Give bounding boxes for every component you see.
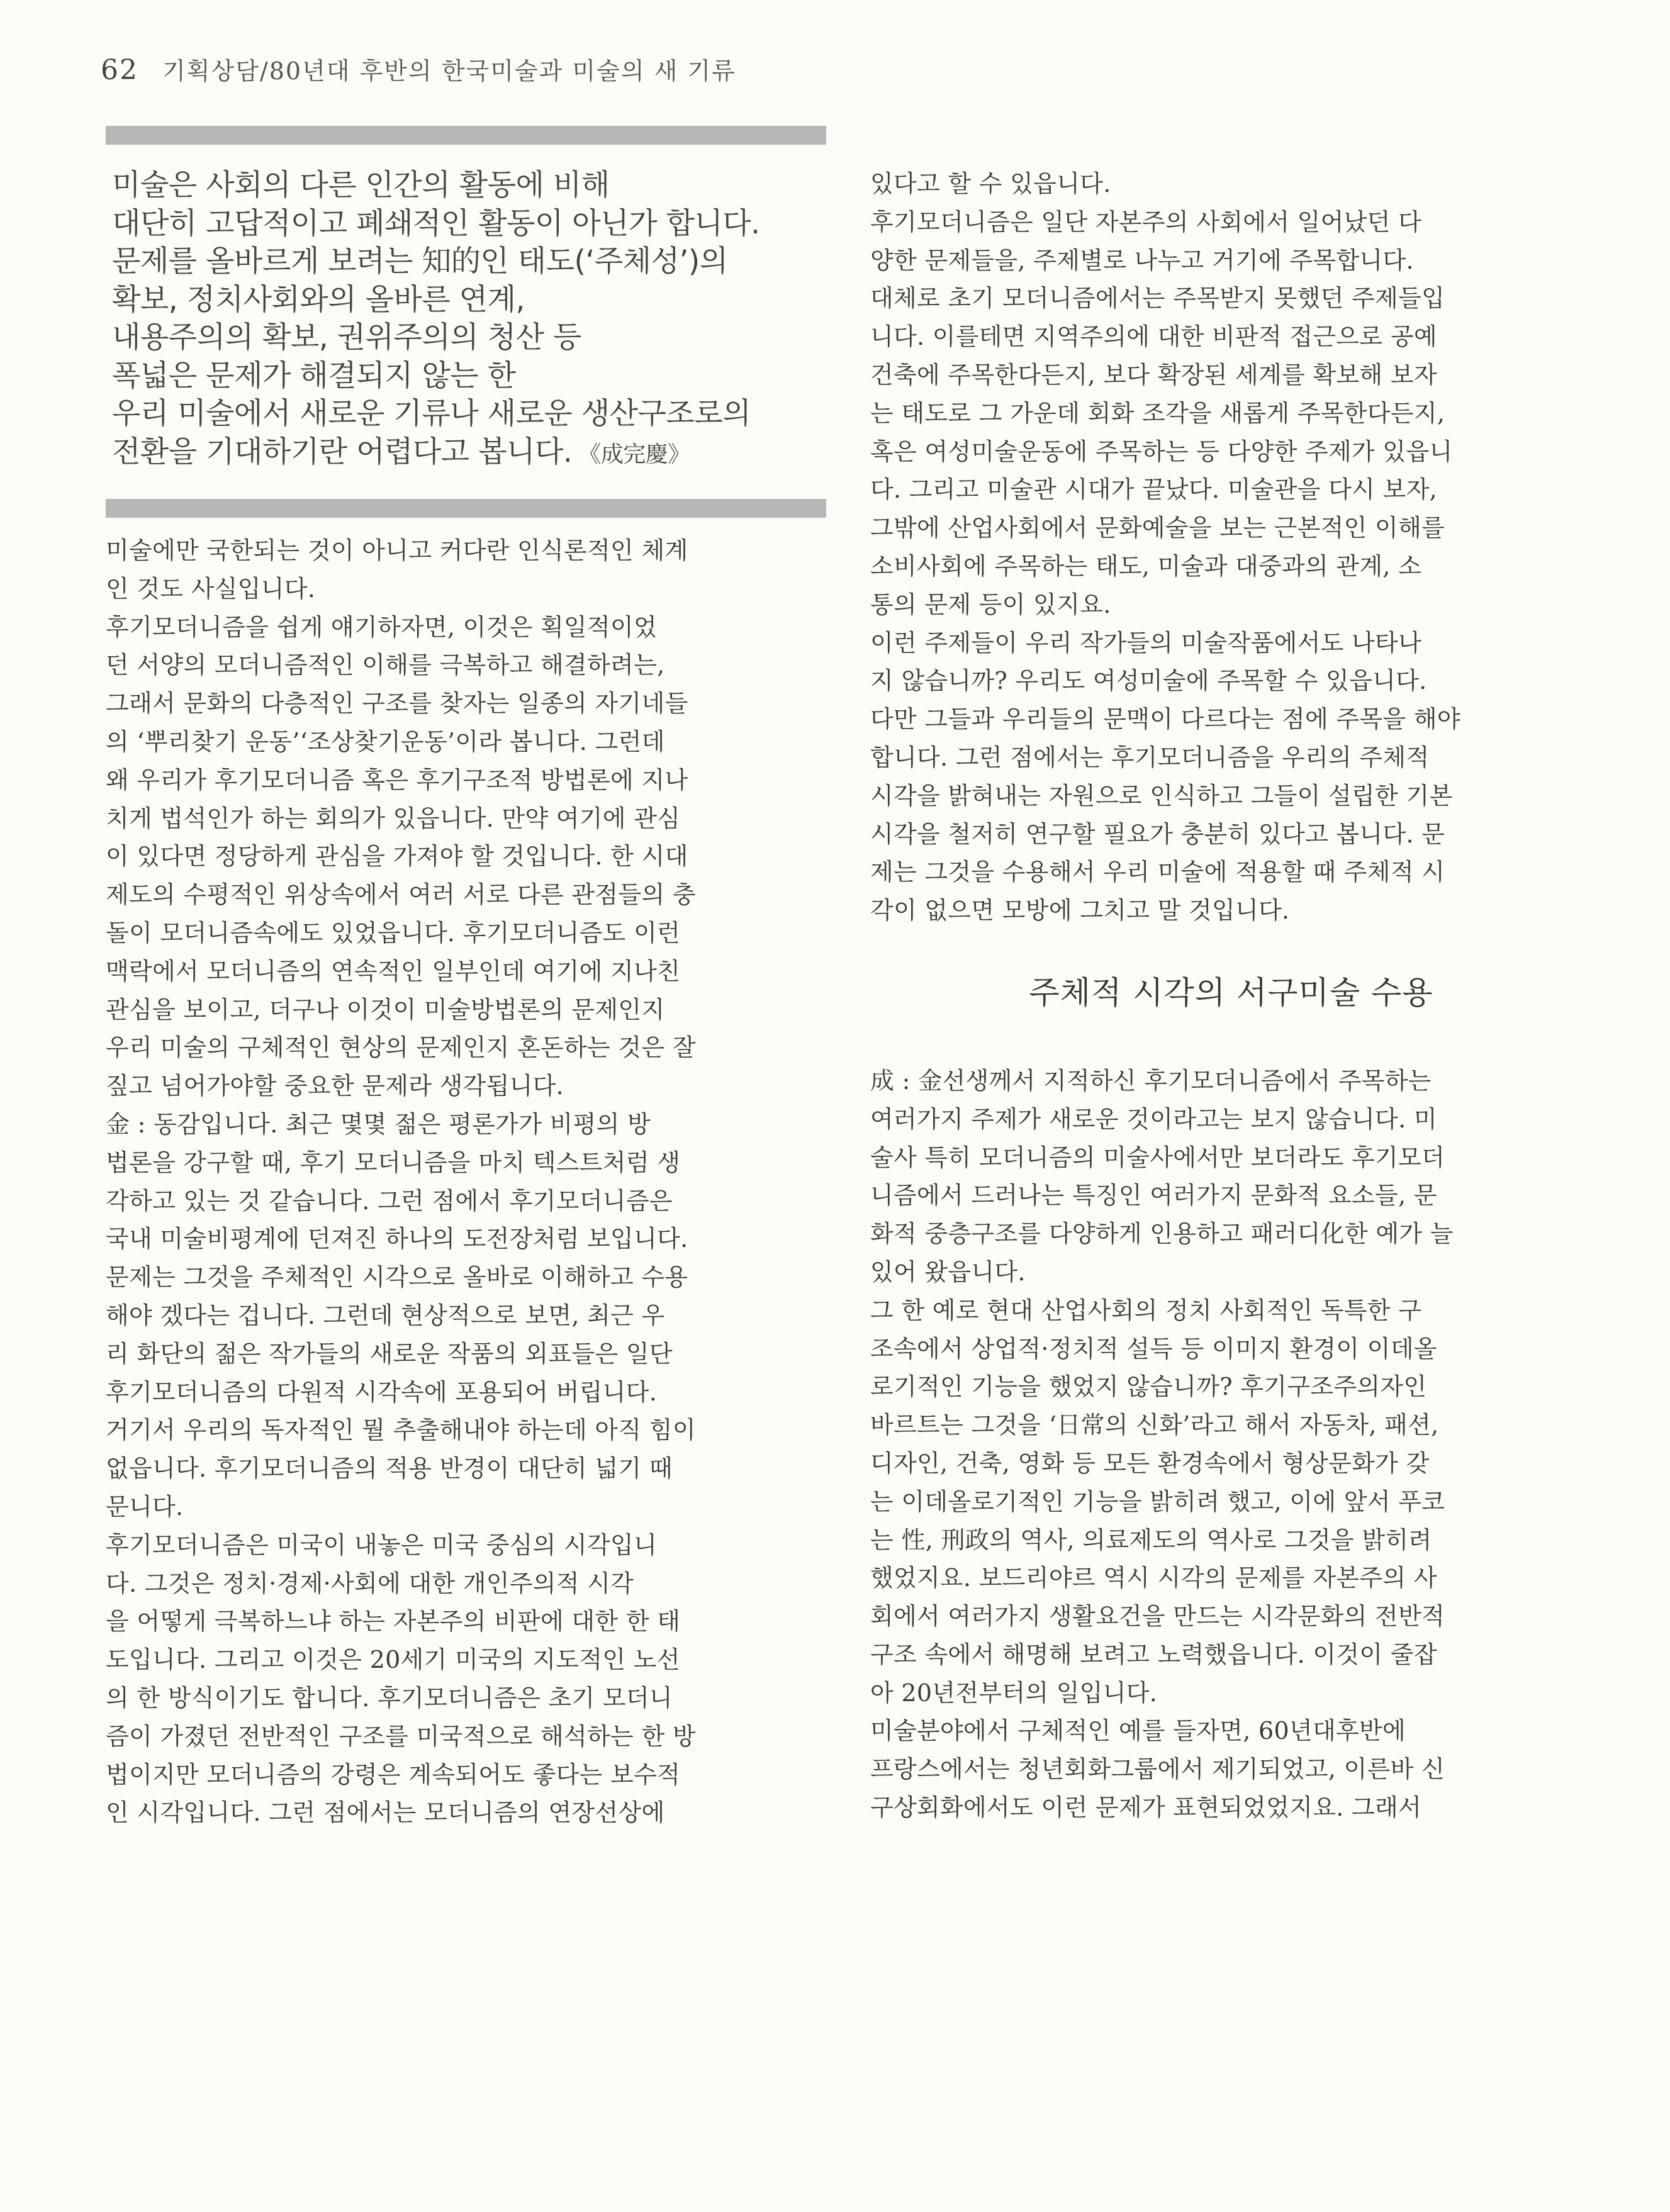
text-line: 거기서 우리의 독자적인 뭘 추출해내야 하는데 아직 힘이 — [106, 1416, 696, 1444]
right-body-bottom — [870, 1062, 1592, 1827]
text-line: 후기모더니즘을 쉽게 얘기하자면, 이것은 획일적이었 — [106, 613, 658, 641]
text-line: 그래서 문화의 다층적인 구조를 찾자는 일종의 자기네들 — [106, 690, 688, 718]
text-line: 문니다. — [106, 1492, 184, 1521]
text-line: 해야 겠다는 겁니다. 그런데 현상적으로 보면, 최근 우 — [106, 1301, 665, 1329]
text-line: 법이지만 모더니즘의 강령은 계속되어도 좋다는 보수적 — [106, 1760, 681, 1789]
text-line: 을 어떻게 극복하느냐 하는 자본주의 비판에 대한 한 태 — [106, 1607, 681, 1636]
text-line: 이 있다면 정당하게 관심을 가져야 할 것입니다. 한 시대 — [106, 842, 688, 871]
running-header — [101, 52, 736, 86]
text-line: 국내 미술비평계에 던져진 하나의 도전장처럼 보입니다. — [106, 1225, 688, 1253]
text-line: 양한 문제들을, 주제별로 나누고 거기에 주목합니다. — [870, 246, 1414, 274]
text-line: 는 이데올로기적인 기능을 밝히려 했고, 이에 앞서 푸코 — [870, 1487, 1445, 1516]
paragraph — [870, 1292, 1592, 1712]
text-line: 지 않습니까? 우리도 여성미술에 주목할 수 있읍니다. — [870, 667, 1427, 695]
text-line: 합니다. 그런 점에서는 후기모더니즘을 우리의 주체적 — [870, 743, 1430, 771]
left-column — [106, 126, 826, 1832]
right-body-top — [870, 165, 1592, 930]
text-line: 프랑스에서는 청년회화그룹에서 제기되었고, 이른바 신 — [870, 1755, 1445, 1784]
pull-quote-signature: 《成完慶》 — [578, 441, 690, 467]
paragraph — [870, 203, 1592, 624]
pull-quote-top-bar — [106, 126, 826, 145]
text-line: 회에서 여러가지 생활요건을 만드는 시각문화의 전반적 — [870, 1602, 1445, 1631]
text-line: 돌이 모더니즘속에도 있었읍니다. 후기모더니즘도 이런 — [106, 919, 681, 947]
text-line: 이런 주제들이 우리 작가들의 미술작품에서도 나타나 — [870, 628, 1422, 657]
pull-quote-line: 폭넓은 문제가 해결되지 않는 한 — [112, 358, 516, 393]
text-line: 문제는 그것을 주체적인 시각으로 올바로 이해하고 수용 — [106, 1263, 688, 1292]
text-line: 니즘에서 드러나는 특징인 여러가지 문화적 요소들, 문 — [870, 1181, 1437, 1210]
text-line: 없읍니다. 후기모더니즘의 적용 반경이 대단히 넓기 때 — [106, 1455, 673, 1483]
page-number: 62 — [101, 54, 138, 86]
pull-quote-line-text: 전환을 기대하기란 어렵다고 봅니다. — [112, 434, 573, 469]
text-line: 의 ‘뿌리찾기 운동’‘조상찾기운동’이라 봅니다. 그런데 — [106, 727, 665, 756]
text-line: 통의 문제 등이 있지요. — [870, 590, 1111, 618]
section-title: 주체적 시각의 서구미술 수용 — [1029, 974, 1433, 1011]
paragraph — [870, 1712, 1592, 1826]
text-line: 우리 미술의 구체적인 현상의 문제인지 혼돈하는 것은 잘 — [106, 1034, 696, 1062]
text-line: 시각을 밝혀내는 자원으로 인식하고 그들이 설립한 기본 — [870, 781, 1453, 810]
text-line: 왜 우리가 후기모더니즘 혹은 후기구조적 방법론에 지나 — [106, 766, 688, 794]
text-line: 후기모더니즘은 미국이 내놓은 미국 중심의 시각입니 — [106, 1531, 658, 1559]
pull-quote-bottom-bar — [106, 499, 826, 518]
text-line: 는 性, 刑政의 역사, 의료제도의 역사로 그것을 밝히려 — [870, 1526, 1432, 1554]
text-line: 다. 그리고 미술관 시대가 끝났다. 미술관을 다시 보자, — [870, 476, 1437, 504]
text-line: 각하고 있는 것 같습니다. 그런 점에서 후기모더니즘은 — [106, 1187, 673, 1215]
text-line: 혹은 여성미술운동에 주목하는 등 다양한 주제가 있읍니 — [870, 437, 1453, 466]
text-line: 후기모더니즘의 다원적 시각속에 포용되어 버립니다. — [106, 1378, 658, 1406]
text-line: 시각을 철저히 연구할 필요가 충분히 있다고 봅니다. 문 — [870, 820, 1445, 848]
text-line: 제도의 수평적인 위상속에서 여러 서로 다른 관점들의 충 — [106, 881, 696, 909]
text-line: 미술에만 국한되는 것이 아니고 커다란 인식론적인 체계 — [106, 537, 688, 564]
text-line: 바르트는 그것을 ‘日常의 신화’라고 해서 자동차, 패션, — [870, 1411, 1439, 1439]
text-line: 는 태도로 그 가운데 회화 조각을 새롭게 주목한다든지, — [870, 399, 1445, 427]
left-body-text — [106, 532, 826, 1832]
paragraph — [106, 532, 826, 608]
text-line: 金 : 동감입니다. 최근 몇몇 젊은 평론가가 비평의 방 — [106, 1110, 651, 1138]
text-line: 법론을 강구할 때, 후기 모더니즘을 마치 텍스트처럼 생 — [106, 1148, 681, 1176]
text-line: 디자인, 건축, 영화 등 모든 환경속에서 형상문화가 갖 — [870, 1449, 1430, 1477]
text-line: 각이 없으면 모방에 그치고 말 것입니다. — [870, 897, 1290, 925]
text-line: 치게 법석인가 하는 회의가 있읍니다. 만약 여기에 관심 — [106, 804, 681, 832]
text-line: 조속에서 상업적·정치적 설득 등 이미지 환경이 이데올 — [870, 1334, 1437, 1363]
text-line: 인 시각입니다. 그런 점에서는 모더니즘의 연장선상에 — [106, 1799, 665, 1827]
text-line: 다만 그들과 우리들의 문맥이 다르다는 점에 주목을 해야 — [870, 705, 1460, 734]
right-column — [870, 165, 1592, 1827]
text-line: 있어 왔읍니다. — [870, 1258, 1026, 1286]
text-line: 했었지요. 보드리야르 역시 시각의 문제를 자본주의 사 — [870, 1564, 1437, 1592]
paragraph — [106, 608, 826, 1105]
text-line: 도입니다. 그리고 이것은 20세기 미국의 지도적인 노선 — [106, 1646, 680, 1674]
pull-quote-line: 문제를 올바르게 보려는 知的인 태도(‘주체성’)의 — [112, 244, 728, 279]
text-line: 다. 그것은 정치·경제·사회에 대한 개인주의적 시각 — [106, 1569, 634, 1597]
text-line: 成 : 金선생께서 지적하신 후기모더니즘에서 주목하는 — [870, 1066, 1432, 1095]
text-line: 대체로 초기 모더니즘에서는 주목받지 못했던 주제들입 — [870, 284, 1445, 313]
pull-quote-line: 대단히 고답적이고 폐쇄적인 활동이 아닌가 합니다. — [112, 206, 760, 241]
text-line: 짚고 넘어가야할 중요한 문제라 생각됩니다. — [106, 1072, 564, 1100]
text-line: 리 화단의 젊은 작가들의 새로운 작품의 외표들은 일단 — [106, 1339, 673, 1368]
text-line: 던 서양의 모더니즘적인 이해를 극복하고 해결하려는, — [106, 651, 665, 679]
paragraph — [106, 1105, 826, 1526]
text-line: 인 것도 사실입니다. — [106, 574, 316, 603]
text-line: 미술분야에서 구체적인 예를 들자면, 60년대후반에 — [870, 1717, 1406, 1745]
text-line: 로기적인 기능을 했었지 않습니까? 후기구조주의자인 — [870, 1373, 1427, 1401]
text-line: 아 20년전부터의 일입니다. — [870, 1679, 1158, 1707]
text-line: 그 한 예로 현대 산업사회의 정치 사회적인 독특한 구 — [870, 1296, 1422, 1324]
pull-quote-line: 확보, 정치사회와의 올바른 연계, — [112, 282, 525, 317]
text-line: 즘이 가졌던 전반적인 구조를 미국적으로 해석하는 한 방 — [106, 1722, 696, 1750]
text-line: 니다. 이를테면 지역주의에 대한 비판적 접근으로 공예 — [870, 323, 1437, 351]
text-line: 구상회화에서도 이런 문제가 표현되었었지요. 그래서 — [870, 1794, 1422, 1822]
text-line: 제는 그것을 수용해서 우리 미술에 적용할 때 주체적 시 — [870, 858, 1445, 886]
text-line: 여러가지 주제가 새로운 것이라고는 보지 않습니다. 미 — [870, 1105, 1437, 1133]
paragraph — [870, 624, 1592, 930]
pull-quote-line: 내용주의의 확보, 권위주의의 청산 등 — [112, 320, 581, 355]
text-line: 후기모더니즘은 일단 자본주의 사회에서 일어났던 다 — [870, 208, 1422, 236]
running-title: 기획상담/80년대 후반의 한국미술과 미술의 새 기류 — [162, 57, 736, 85]
text-line: 그밖에 산업사회에서 문화예술을 보는 근본적인 이해를 — [870, 514, 1445, 542]
pull-quote-line: 미술은 사회의 다른 인간의 활동에 비해 — [112, 168, 610, 203]
text-line: 의 한 방식이기도 합니다. 후기모더니즘은 초기 모더니 — [106, 1684, 673, 1712]
text-line: 건축에 주목한다든지, 보다 확장된 세계를 확보해 보자 — [870, 360, 1437, 389]
pull-quote-line — [112, 433, 826, 474]
text-line: 관심을 보이고, 더구나 이것이 미술방법론의 문제인지 — [106, 995, 665, 1024]
text-line: 소비사회에 주목하는 태도, 미술과 대중과의 관계, 소 — [870, 552, 1422, 580]
paragraph — [870, 165, 1592, 203]
pull-quote-line: 우리 미술에서 새로운 기류나 새로운 생산구조로의 — [112, 396, 751, 431]
text-line: 맥락에서 모더니즘의 연속적인 일부인데 여기에 지나친 — [106, 957, 681, 985]
text-line: 구조 속에서 해명해 보려고 노력했읍니다. 이것이 줄잡 — [870, 1640, 1437, 1668]
pull-quote — [106, 145, 826, 499]
paragraph — [106, 1526, 826, 1832]
text-line: 있다고 할 수 있읍니다. — [870, 170, 1111, 198]
paragraph — [870, 1062, 1592, 1292]
text-line: 술사 특히 모더니즘의 미술사에서만 보더라도 후기모더 — [870, 1143, 1445, 1171]
text-line: 화적 중층구조를 다양하게 인용하고 패러디化한 예가 늘 — [870, 1220, 1454, 1248]
